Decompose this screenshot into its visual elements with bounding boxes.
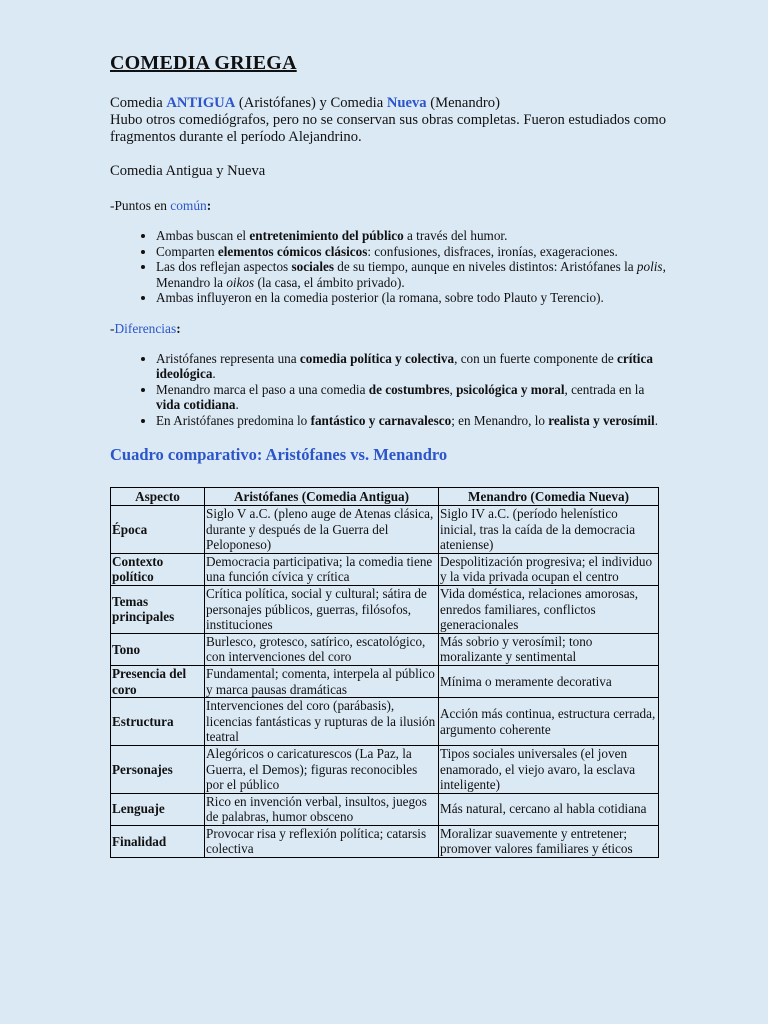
cell-menandro: Vida doméstica, relaciones amorosas, enredos familiares, conflictos generacionales	[439, 585, 659, 633]
cell-aristofanes: Burlesco, grotesco, satírico, escatológico, con intervenciones del coro	[205, 633, 439, 665]
cell-aristofanes: Alegóricos o caricaturescos (La Paz, la Guerra, el Demos); figuras reconocibles por el público	[205, 745, 439, 793]
list-item: • Las dos reflejan aspectos sociales de su tiempo, aunque en niveles distintos: Aristófanes la polis, Menandro la oikos (la casa, el ámbito privado).	[156, 259, 670, 290]
cell-aspecto: Época	[111, 506, 205, 554]
list-item: • En Aristófanes predomina lo fantástico y carnavalesco; en Menandro, lo realista y verosímil.	[156, 413, 670, 429]
list-item: • Comparten elementos cómicos clásicos: confusiones, disfraces, ironías, exageraciones.	[156, 244, 670, 260]
table-row	[111, 698, 659, 746]
list-item: • Aristófanes representa una comedia política y colectiva, con un fuerte componente de crítica ideológica.	[156, 351, 670, 382]
cell-aspecto: Lenguaje	[111, 793, 205, 825]
list-item: • Ambas influyeron en la comedia posterior (la romana, sobre todo Plauto y Terencio).	[156, 290, 670, 306]
cell-menandro: Acción más continua, estructura cerrada, argumento coherente	[439, 698, 659, 746]
cell-aristofanes: Rico en invención verbal, insultos, juegos de palabras, humor obsceno	[205, 793, 439, 825]
header-aristofanes: Aristófanes (Comedia Antigua)	[205, 488, 439, 506]
cell-menandro: Más sobrio y verosímil; tono moralizante y sentimental	[439, 633, 659, 665]
cell-menandro: Despolitización progresiva; el individuo y la vida privada ocupan el centro	[439, 553, 659, 585]
table-header-row	[111, 488, 659, 506]
cell-aristofanes: Democracia participativa; la comedia tiene una función cívica y crítica	[205, 553, 439, 585]
heading-colon: :	[206, 198, 212, 213]
header-aspecto: Aspecto	[111, 488, 205, 506]
cell-aristofanes: Provocar risa y reflexión política; catarsis colectiva	[205, 825, 439, 857]
cell-menandro: Más natural, cercano al habla cotidiana	[439, 793, 659, 825]
list-item: • Menandro marca el paso a una comedia de costumbres, psicológica y moral, centrada en la vida cotidiana.	[156, 382, 670, 413]
table-row	[111, 585, 659, 633]
intro-line-1	[110, 95, 670, 112]
highlight-nueva: Nueva	[386, 95, 427, 111]
cell-menandro: Mínima o meramente decorativa	[439, 665, 659, 697]
table-row	[111, 793, 659, 825]
cell-aristofanes: Intervenciones del coro (parábasis), licencias fantásticas y rupturas de la ilusión teatral	[205, 698, 439, 746]
cell-aspecto: Tono	[111, 633, 205, 665]
cell-menandro: Moralizar suavemente y entretener; promover valores familiares y éticos	[439, 825, 659, 857]
table-row	[111, 665, 659, 697]
cell-aspecto: Estructura	[111, 698, 205, 746]
intro-text: (Menandro)	[426, 95, 500, 111]
diferencias-heading	[110, 320, 670, 337]
cell-aspecto: Contexto político	[111, 553, 205, 585]
cell-aristofanes: Siglo V a.C. (pleno auge de Atenas clásica, durante y después de la Guerra del Peloponeso)	[205, 506, 439, 554]
page-title: COMEDIA GRIEGA	[110, 52, 297, 74]
comun-list	[110, 228, 670, 306]
heading-word: Diferencias	[114, 320, 177, 336]
cell-aspecto: Temas principales	[111, 585, 205, 633]
intro-line-2: Hubo otros comediógrafos, pero no se conservan sus obras completas. Fueron estudiados como fragmentos durante el período Alejandrino.	[110, 112, 667, 145]
header-menandro: Menandro (Comedia Nueva)	[439, 488, 659, 506]
cell-aspecto: Personajes	[111, 745, 205, 793]
cell-aspecto: Finalidad	[111, 825, 205, 857]
table-row	[111, 825, 659, 857]
comparison-table	[110, 487, 659, 858]
highlight-antigua: ANTIGUA	[166, 95, 236, 111]
list-item: • Ambas buscan el entretenimiento del público a través del humor.	[156, 228, 670, 244]
cell-aspecto: Presencia del coro	[111, 665, 205, 697]
heading-prefix: -	[110, 320, 115, 336]
diferencias-list	[110, 351, 670, 429]
cell-aristofanes: Crítica política, social y cultural; sátira de personajes públicos, guerras, filósofos, instituciones	[205, 585, 439, 633]
heading-prefix: -Puntos en	[110, 198, 171, 213]
table-row	[111, 745, 659, 793]
intro-text: (Aristófanes) y Comedia	[235, 95, 387, 111]
intro-text: Comedia	[110, 95, 167, 111]
heading-colon: :	[176, 320, 181, 336]
cell-aristofanes: Fundamental; comenta, interpela al público y marca pausas dramáticas	[205, 665, 439, 697]
cell-menandro: Tipos sociales universales (el joven enamorado, el viejo avaro, la esclava inteligente)	[439, 745, 659, 793]
table-row	[111, 633, 659, 665]
cell-menandro: Siglo IV a.C. (período helenístico inicial, tras la caída de la democracia ateniense)	[439, 506, 659, 554]
section-subtitle: Comedia Antigua y Nueva	[110, 163, 266, 179]
table-title: Cuadro comparativo: Aristófanes vs. Menandro	[110, 445, 448, 464]
comun-heading	[110, 197, 670, 214]
heading-word: común	[170, 198, 207, 213]
table-row	[111, 506, 659, 554]
table-row	[111, 553, 659, 585]
